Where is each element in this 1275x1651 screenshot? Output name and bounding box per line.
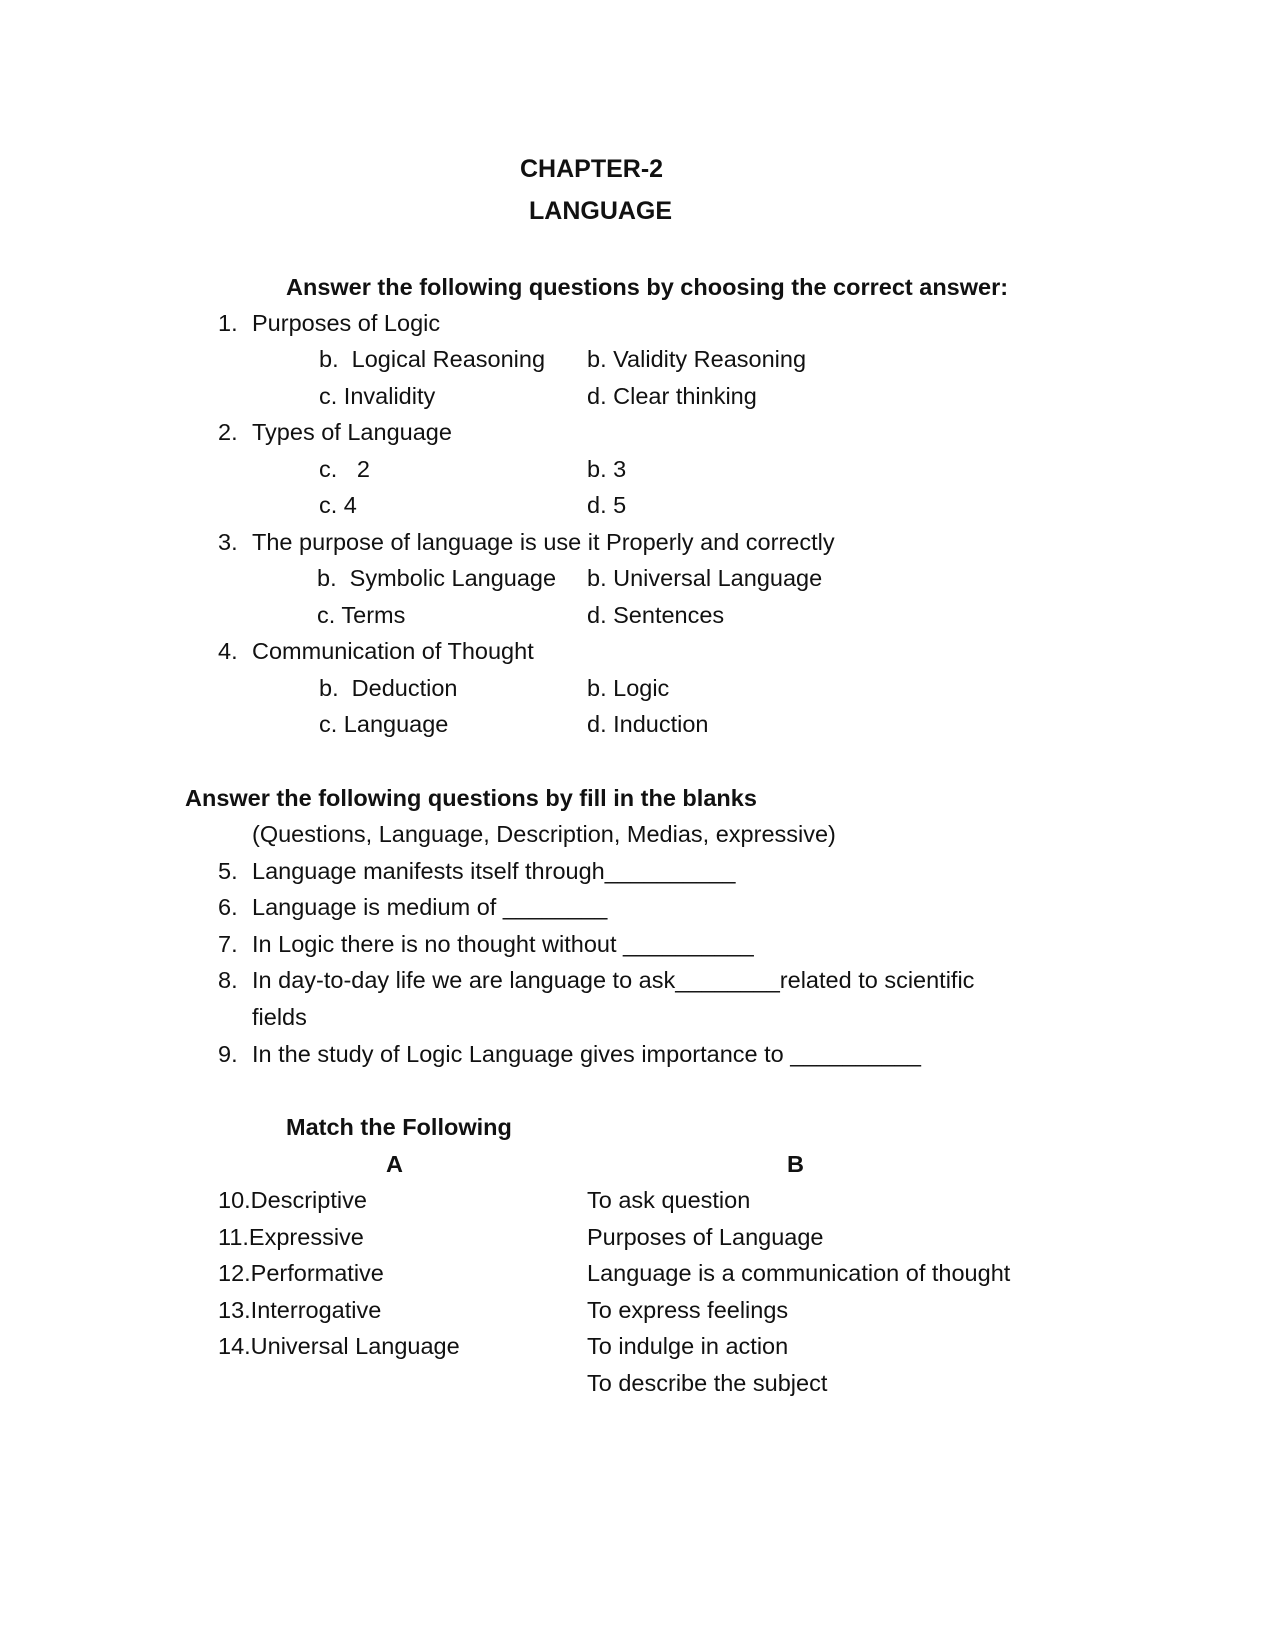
option: b. Symbolic Language: [317, 565, 557, 591]
match-b-item: Language is a communication of thought: [587, 1260, 1011, 1286]
question-number: 1.: [218, 310, 238, 336]
option: b. 3: [587, 456, 627, 482]
question-text: In the study of Logic Language gives importance to __________: [252, 1041, 921, 1067]
question-8: [218, 965, 974, 995]
question-number: 3.: [218, 529, 238, 555]
option: b. Logic: [587, 675, 670, 701]
mcq-instruction: Answer the following questions by choosing the correct answer:: [286, 274, 1009, 300]
question-9: [218, 1039, 921, 1069]
option: c. 2: [319, 456, 370, 482]
option: d. Induction: [587, 711, 709, 737]
question-4: [218, 636, 534, 666]
question-text: Language is medium of ________: [252, 894, 608, 920]
question-8-continuation: fields: [252, 1004, 307, 1030]
question-number: 2.: [218, 419, 238, 445]
question-number: 4.: [218, 638, 238, 664]
match-b-item: Purposes of Language: [587, 1224, 824, 1250]
question-text: Language manifests itself through__________: [252, 858, 736, 884]
option: b. Universal Language: [587, 565, 823, 591]
question-6: [218, 892, 607, 922]
option: d. 5: [587, 492, 627, 518]
option: c. Terms: [317, 602, 406, 628]
column-b-header: B: [787, 1151, 804, 1177]
question-text: Purposes of Logic: [252, 310, 441, 336]
option: d. Sentences: [587, 602, 725, 628]
question-2: [218, 417, 452, 447]
option: c. 4: [319, 492, 357, 518]
question-number: 5.: [218, 858, 238, 884]
match-a-item: 13.Interrogative: [218, 1297, 382, 1323]
word-bank: (Questions, Language, Description, Medias, expressive): [252, 821, 836, 847]
match-a-item: 10.Descriptive: [218, 1187, 367, 1213]
option: c. Invalidity: [319, 383, 436, 409]
question-text: In Logic there is no thought without __________: [252, 931, 754, 957]
match-b-item: To indulge in action: [587, 1333, 789, 1359]
match-b-item: To express feelings: [587, 1297, 789, 1323]
match-a-item: 12.Performative: [218, 1260, 384, 1286]
question-number: 7.: [218, 931, 238, 957]
column-a-header: A: [386, 1151, 403, 1177]
question-3: [218, 527, 835, 557]
option: b. Validity Reasoning: [587, 346, 807, 372]
question-text: In day-to-day life we are language to ask________related to scientific: [252, 967, 975, 993]
option: b. Deduction: [319, 675, 458, 701]
match-b-item: To ask question: [587, 1187, 751, 1213]
question-number: 9.: [218, 1041, 238, 1067]
option: b. Logical Reasoning: [319, 346, 546, 372]
fill-blanks-instruction: Answer the following questions by fill in the blanks: [185, 785, 757, 811]
option: d. Clear thinking: [587, 383, 757, 409]
match-b-item: To describe the subject: [587, 1370, 828, 1396]
question-1: [218, 308, 440, 338]
question-text: Types of Language: [252, 419, 452, 445]
question-5: [218, 856, 735, 886]
match-a-item: 11.Expressive: [218, 1224, 364, 1250]
question-7: [218, 929, 754, 959]
match-instruction: Match the Following: [286, 1114, 512, 1140]
question-number: 8.: [218, 967, 238, 993]
match-a-item: 14.Universal Language: [218, 1333, 460, 1359]
chapter-number: CHAPTER-2: [520, 155, 664, 183]
question-text: The purpose of language is use it Properly and correctly: [252, 529, 835, 555]
question-text: Communication of Thought: [252, 638, 534, 664]
chapter-title: LANGUAGE: [529, 197, 673, 225]
option: c. Language: [319, 711, 449, 737]
question-number: 6.: [218, 894, 238, 920]
